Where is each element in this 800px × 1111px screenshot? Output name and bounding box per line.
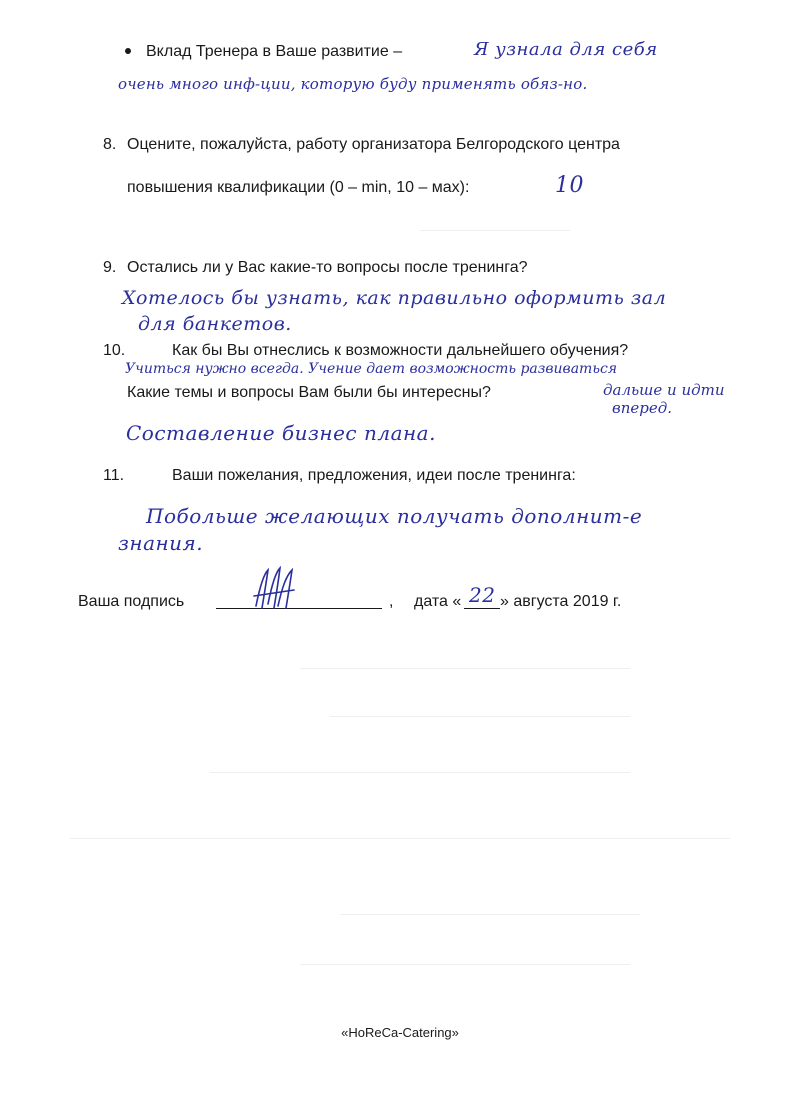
bleed-through-line (300, 668, 630, 669)
bullet-icon (125, 48, 131, 54)
signature-comma: , (389, 593, 394, 610)
question-10-answer-side2: вперед. (612, 399, 673, 417)
question-10-answer-line2: Составление бизнес плана. (126, 421, 436, 445)
bleed-through-line (70, 838, 730, 839)
question-10-answer-side1: дальше и идти (603, 381, 725, 399)
date-rest: » августа 2019 г. (500, 593, 622, 610)
date-day-line (464, 608, 500, 609)
question-8-text-line2: повышения квалификации (0 – min, 10 – мах): (127, 179, 470, 196)
bleed-through-line (420, 230, 570, 231)
date-day: 22 (469, 583, 496, 607)
question-10-answer-line1: Учиться нужно всегда. Учение дает возможность развиваться (125, 361, 618, 377)
signature-scribble (250, 566, 300, 612)
question-8-answer: 10 (555, 173, 584, 198)
question-11-number: 11. (103, 467, 125, 484)
coach-contribution-answer-line1: Я узнала для себя (474, 39, 658, 60)
question-11-text: Ваши пожелания, предложения, идеи после тренинга: (172, 467, 576, 484)
date-label: дата « (414, 593, 462, 610)
question-8-text-line1: Оцените, пожалуйста, работу организатора Белгородского центра (127, 136, 620, 153)
bleed-through-line (210, 772, 630, 773)
bleed-through-line (300, 964, 630, 965)
question-10-text-line2: Какие темы и вопросы Вам были бы интересны? (127, 384, 491, 401)
question-10-text-line1: Как бы Вы отнеслись к возможности дальнейшего обучения? (172, 342, 629, 359)
coach-contribution-answer-line2: очень много инф-ции, которую буду применять обяз-но. (118, 75, 588, 93)
question-11-answer-line2: знания. (118, 531, 204, 555)
question-9-answer-line2: для банкетов. (138, 313, 292, 335)
question-9-number: 9. (103, 259, 117, 276)
question-10-number: 10. (103, 342, 126, 359)
question-9-answer-line1: Хотелось бы узнать, как правильно оформить зал (122, 287, 667, 309)
question-11-answer-line1: Побольше желающих получать дополнит-е (146, 504, 643, 528)
coach-contribution-label: Вклад Тренера в Ваше развитие – (146, 43, 403, 60)
signature-label: Ваша подпись (78, 593, 185, 610)
bleed-through-line (340, 914, 640, 915)
question-8-number: 8. (103, 136, 117, 153)
bleed-through-line (330, 716, 630, 717)
question-9-text: Остались ли у Вас какие-то вопросы после тренинга? (127, 259, 528, 276)
footer-org-name: «HoReCa-Catering» (341, 1025, 459, 1040)
